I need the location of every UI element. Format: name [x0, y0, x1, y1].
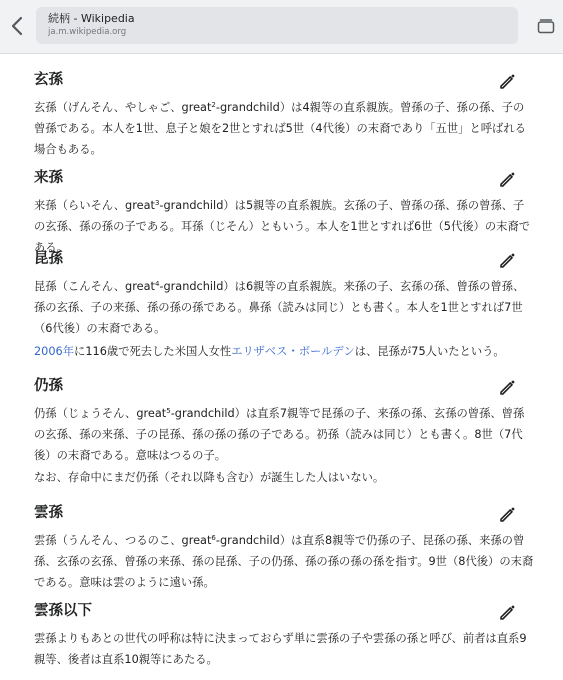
article-content [0, 54, 563, 680]
url-host: ja.m.wikipedia.org [48, 27, 127, 37]
section-paragraph [34, 531, 534, 593]
link-elizabeth-bolden[interactable]: エリザベス・ボールデン [231, 345, 355, 358]
tabs-button[interactable] [535, 16, 557, 36]
section-heading: 来孫 [34, 170, 63, 186]
section-paragraph [34, 277, 534, 339]
section-paragraph [34, 98, 534, 160]
text-span: は、昆孫が75人いたという。 [354, 345, 505, 358]
text-span: 雲孫（うんそん、つるのこ、great [34, 534, 212, 547]
text-span: -grandchild）は6親等の直系親族。来孫の子、玄孫の孫、曾孫の曾孫、孫の玄孫、子の来孫、孫の孫の孫である。鼻孫（読みは同じ）とも書く。本人を1世とすれば7世（6代後）の末裔である。 [34, 280, 525, 335]
superscript: 5 [166, 407, 171, 415]
text-span: -grandchild）は直系8親等で仍孫の子、昆孫の孫、来孫の曾孫、玄孫の玄孫、曾孫の来孫、孫の昆孫、子の仍孫、孫の孫の孫の孫を指す。9世（8代後）の末裔である。意味は雲のように遠い孫。 [34, 534, 534, 589]
superscript: 3 [154, 199, 160, 207]
section-paragraph: なお、存命中にまだ仍孫（それ以降も含む）が誕生した人はいない。 [34, 471, 385, 484]
text-span: -grandchild）は4親等の直系親族。曾孫の子、孫の孫、子の曾孫である。本人を1世、息子と娘を2世とすれば5世（4代後）の末裔であり「五世」と呼ばれる場合もある。 [34, 101, 526, 156]
section-heading: 雲孫以下 [34, 603, 92, 619]
pencil-icon[interactable] [498, 505, 516, 523]
section-paragraph: 雲孫よりもあとの世代の呼称は特に決まっておらず単に雲孫の子や雲孫の孫と呼び、前者は直系9親等、後者は直系10親等にあたる。 [34, 632, 527, 666]
link-2006[interactable]: 2006年 [34, 345, 75, 358]
pencil-icon[interactable] [498, 378, 516, 396]
section-heading: 仍孫 [34, 378, 63, 394]
pencil-icon[interactable] [498, 170, 516, 188]
text-span: 仍孫（じょうそん、great [34, 407, 167, 420]
chevron-left-icon [10, 16, 24, 36]
section-paragraph [34, 196, 534, 258]
section-heading: 玄孫 [34, 72, 63, 88]
text-span: に116歳で死去した米国人女性 [74, 345, 232, 358]
superscript: 2 [211, 101, 216, 109]
text-span: 玄孫（げんそん、やしゃご、great [34, 101, 212, 114]
text-span: 昆孫（こんそん、great [34, 280, 155, 293]
text-span: -grandchild）は直系7親等で昆孫の子、来孫の孫、玄孫の曾孫、曾孫の玄孫、孫の来孫、子の昆孫、孫の孫の孫の子である。礽孫（読みは同じ）とも書く。8世（7代後）の末裔である。意味はつるの子。 [34, 407, 525, 462]
text-span: 来孫（らいそん、great [34, 199, 155, 212]
tabs-icon [537, 18, 555, 34]
superscript: 6 [211, 534, 216, 542]
address-bar[interactable] [36, 7, 518, 44]
text-span: -grandchild）は5親等の直系親族。玄孫の子、曾孫の孫、孫の曾孫、子の玄孫、孫の孫の子である。耳孫（じそん）ともいう。本人を1世とすれば6世（5代後）の末裔である。 [34, 199, 531, 254]
pencil-icon[interactable] [498, 603, 516, 621]
section-paragraph [34, 342, 534, 363]
superscript: 4 [154, 280, 160, 288]
back-button[interactable] [4, 12, 30, 40]
browser-top-bar [0, 0, 563, 54]
section-heading: 雲孫 [34, 505, 63, 521]
pencil-icon[interactable] [498, 72, 516, 90]
pencil-icon[interactable] [498, 251, 516, 269]
section-paragraph [34, 404, 534, 466]
section-heading: 昆孫 [34, 251, 63, 267]
page-title: 続柄 - Wikipedia [48, 12, 135, 25]
